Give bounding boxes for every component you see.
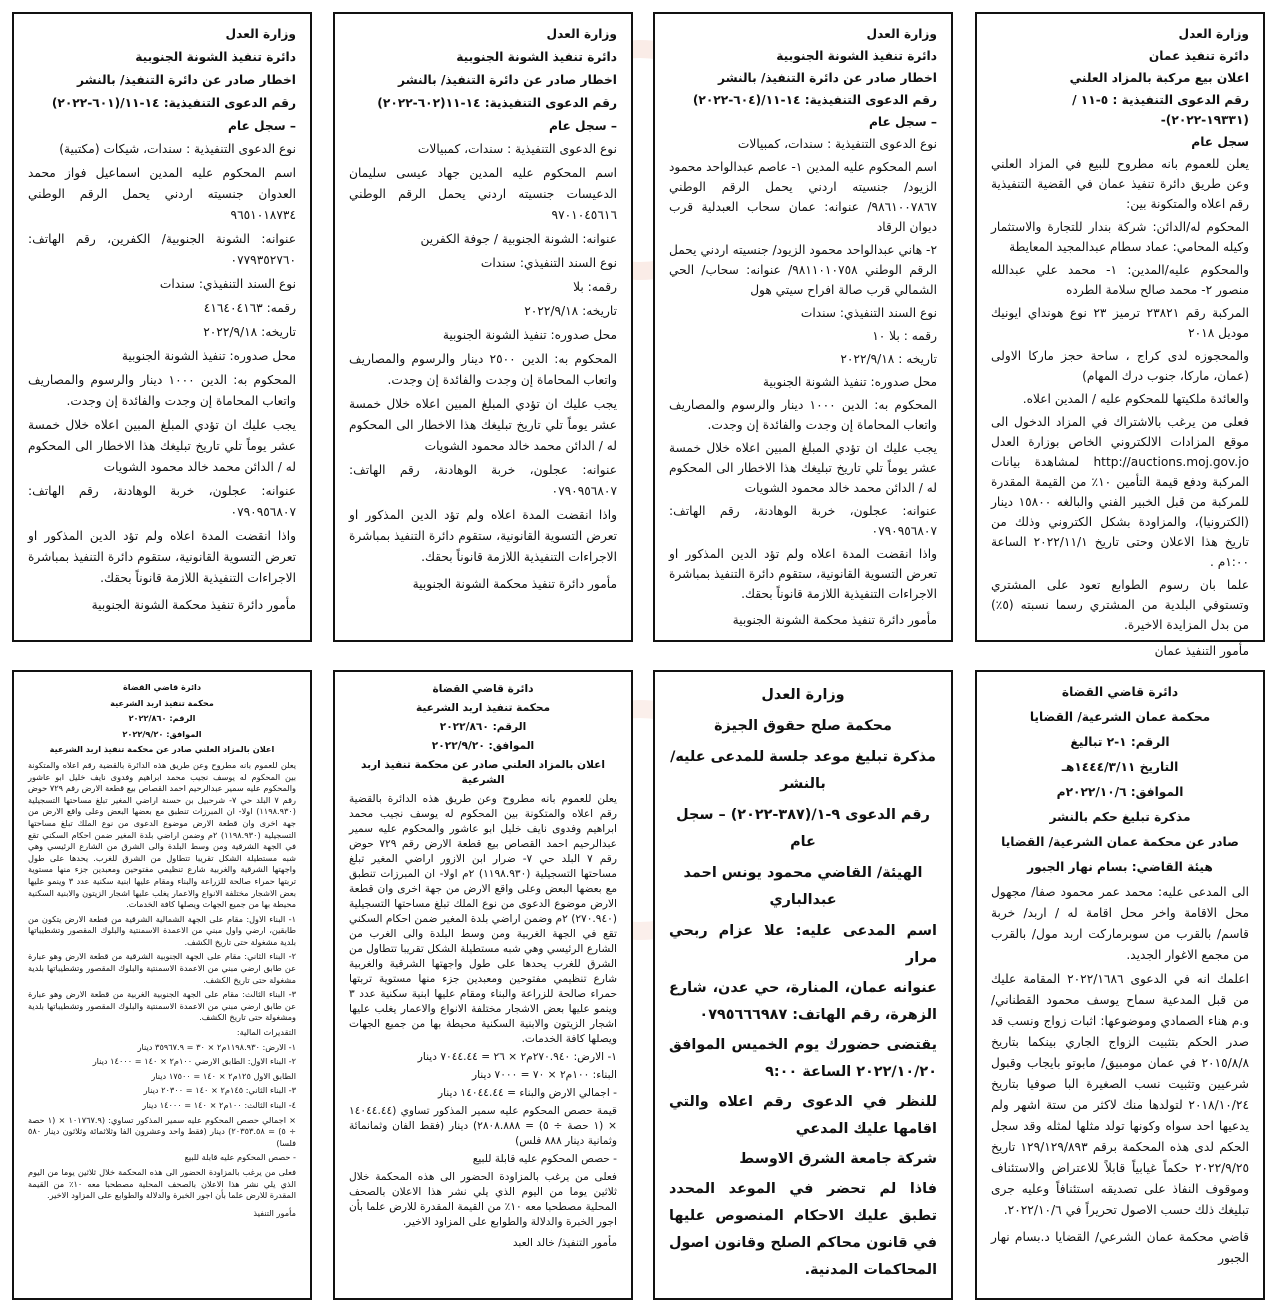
notice-paragraph: التقديرات المالية:	[236, 1027, 296, 1038]
notice-header-line: وزارة العدل	[546, 27, 617, 41]
notice-header-line: رقم الدعوى التنفيذية: ١٤-١١/(٦٠٤-٢٠٢٢)	[692, 93, 937, 107]
notice-paragraph: ٢- البناء الثاني: مقام على الجهة الجنوبية الشرقية من قطعة الارض وهو عبارة عن طابق ارضي مبني من الاعمدة الاسمنتية والبلوك المقصور وتشطيباتها بلدية مشغولة حتى تاريخ الكشف.	[28, 951, 296, 985]
notice-header-line: مذكرة تبليغ موعد جلسة للمدعى عليه/ بالنشر	[670, 749, 936, 792]
notice-paragraph: واذا انقضت المدة اعلاه ولم تؤد الدين المذكور او تعرض التسوية القانونية، ستقوم دائرة التنفيذ بمباشرة الاجراءات التنفيذية اللازمة قانوناً بحقك.	[669, 547, 937, 601]
notice-header-line: صادر عن محكمة عمان الشرعية/ القضايا	[1001, 835, 1239, 849]
notice-header-line: اعلان بيع مركبة بالمزاد العلني	[1069, 71, 1249, 85]
notice-auction-amman	[975, 12, 1265, 658]
notice-paragraph: اعلمك انه في الدعوى ٢٠٢٢/١٦٨٦ المقامة عليك من قبل المدعية سماح يوسف محمود القطناني/ و.م هناء الصمادي وموضوعها: اثبات زواج ونسب قد صدر الحكم بتثبيت الزواج الجاري بينكما بتاريخ ٢٠١٥/٨/٨ في عمان مومبيق/ مابوتو بايجاب وقبول شرعيين وتثبيت نسب الصغيرة البا صوفيا بتاريخ ٢٠١٨/١٠/٢٤ لتولدها منك لاكثر من ستة اشهر ولم يدعيها احد سواه وكونها تولد مثلها لمثله وقد سجل الحكم لدى هذه المحكمة برقم ١٢٩/١٢٩/٨٩٣ تاريخ ٢٠٢٢/٩/٢٥ حكماً غيابياً قابلاً للاعتراض والاستئناف وموقوف النفاذ على تصديقه استئنافاً وعليه جرى تبليغك ذلك حسب الاصول تحريراً في ٢٠٢٢/١٠/٦.	[991, 972, 1249, 1217]
notice-header-line: دائرة تنفيذ عمان	[1148, 49, 1249, 63]
notice-header-line: الهيئة/ القاضي محمود يونس احمد عبدالباري	[683, 865, 923, 908]
notice-header-line: اخطار صادر عن دائرة التنفيذ/ بالنشر	[398, 73, 617, 87]
notice-paragraph: ١- الارض: ٢٧٠.٩٤٠م٢ × ٢٦ = ٧٠٤٤.٤٤ دينار	[417, 1051, 617, 1063]
notice-paragraph: يجب عليك ان تؤدي المبلغ المبين اعلاه خلال خمسة عشر يوماً تلي تاريخ تبليغك هذا الاخطار الى المحكوم له / الدائن محمد خالد محمود الشويات	[669, 441, 937, 495]
notice-paragraph: فعلى من يرغب بالمزاودة الحضور الى هذه المحكمة خلال ثلاثين يوما من اليوم الذي يلي نشر هذا الاعلان بالصحف المحلية مصطحبا معه ١٠٪ من القيمة المقدرة للارض علما بأن اجور الخبرة والدلالة والطوابع على المزاود الاخير.	[28, 1166, 296, 1201]
notice-paragraph: المحكوم به: الدين ١٠٠٠ دينار والرسوم والمصاريف واتعاب المحاماة إن وجدت والفائدة إن وجدت.	[28, 373, 296, 408]
notice-execution-602	[333, 12, 633, 642]
notice-paragraph: - حصص المحكوم عليه قابلة للبيع	[472, 1153, 617, 1165]
notice-header-line: الرقم: ٢٠٢٢/٨٦٠	[128, 713, 196, 724]
notice-paragraph: واذا انقضت المدة اعلاه ولم تؤد الدين المذكور او تعرض التسوية القانونية، ستقوم دائرة التنفيذ بمباشرة الاجراءات التنفيذية اللازمة قانوناً بحقك.	[349, 508, 617, 564]
notice-paragraph: نوع الدعوى التنفيذية : سندات، شيكات (مكتبية)	[59, 142, 296, 156]
notice-header-line: وزارة العدل	[225, 27, 296, 41]
notice-paragraph: الطابق الاول ١٢٥م٢ × ١٤٠ = ١٧٥٠٠ دينار	[151, 1070, 296, 1081]
notice-header-line: الموافق: ٢٠٢٢/٩/٢٠	[122, 728, 202, 739]
notice-paragraph: عنوانه: عجلون، خربة الوهادنة، رقم الهاتف: ٠٧٩٠٩٥٦٨٠٧	[349, 463, 617, 498]
notice-irbid-auction-large	[333, 670, 633, 1300]
notice-paragraph: × اجمالي حصص المحكوم عليه سمير المذكور تساوي: (١٠١٧٦٧.٩ × (١ حصة ÷ ٥) = ٢٠٣٥٣.٥٨) دينار (فقط واحد وعشرون الفا وثلاثمائة وثلاثون دينار ٥٨٠ فلسا)	[28, 1114, 296, 1148]
notice-paragraph: اسم المحكوم عليه المدين جهاد عيسى سليمان الدعيسات جنسيته اردني يحمل الرقم الوطني ٩٧٠١٠٤٥٦١٦	[349, 166, 617, 222]
notice-paragraph: نوع الدعوى التنفيذية : سندات، كمبيالات	[417, 142, 617, 156]
notice-irbid-auction-small	[12, 670, 312, 1300]
notice-header-line: – سجل عام	[227, 119, 296, 133]
notice-signature: قاضي محكمة عمان الشرعي/ القضايا د.بسام نهار الجبور	[991, 1230, 1249, 1265]
notice-paragraph: يقتضى حضورك يوم الخميس الموافق ٢٠٢٢/١٠/٢٠ الساعة ٩:٠٠	[669, 1037, 937, 1080]
notice-paragraph: فعلى من يرغب بالمزاودة الحضور الى هذه المحكمة خلال ثلاثين يوما من اليوم الذي يلي نشر هذا الاعلان بالصحف المحلية مصطحبا معه ١٠٪ من القيمة المقدرة للارض علما بأن اجور الخبرة والدلالة والطوابع على المزاود الاخير.	[349, 1171, 617, 1228]
notice-paragraph: البناء: ١٠٠م٢ × ٧٠ = ٧٠٠٠ دينار	[471, 1069, 617, 1081]
notice-header-line: هيئة القاضي: بسام نهار الجبور	[1027, 860, 1213, 874]
notice-execution-604	[653, 12, 953, 642]
notice-paragraph: رقمه : بلا ١٠	[872, 329, 937, 343]
notice-paragraph: عنوانه: عجلون، خربة الوهادنة، رقم الهاتف: ٠٧٩٠٩٥٦٨٠٧	[669, 504, 937, 538]
notice-paragraph: نوع السند التنفيذي: سندات	[159, 277, 296, 291]
notice-header-line: الموافق: ٢٠٢٢/٩/٢٠	[431, 740, 535, 752]
notice-paragraph: يجب عليك ان تؤدي المبلغ المبين اعلاه خلال خمسة عشر يوماً تلي تاريخ تبليغك هذا الاخطار الى المحكوم له / الدائن محمد خالد محمود الشويات	[349, 397, 617, 453]
notice-execution-601	[12, 12, 312, 642]
notice-header-line: وزارة العدل	[1178, 27, 1249, 41]
notice-paragraph: المحكوم به: الدين ٢٥٠٠ دينار والرسوم والمصاريف واتعاب المحاماة إن وجدت والفائدة إن وجدت.	[349, 352, 617, 387]
notice-paragraph: محل صدوره: تنفيذ الشونة الجنوبية	[442, 328, 617, 342]
notice-header-line: دائرة تنفيذ الشونة الجنوبية	[135, 50, 296, 64]
notice-paragraph: رقمه: بلا	[573, 280, 617, 294]
notice-header-line: التاريخ ١٤٤٤/٣/١١هـ	[1061, 760, 1179, 774]
notice-paragraph: عنوانه عمان، المنارة، حي عدن، شارع الزهرة، رقم الهاتف: ٠٧٩٥٦٦٦٩٨٧	[669, 980, 937, 1023]
notice-paragraph: ٣- البناء الثاني: ١٤٥م٢ × ١٤٠ = ٢٠٣٠٠ دينار	[143, 1085, 296, 1096]
notice-header-line: الرقم: ١-٢ تباليغ	[1070, 735, 1170, 749]
notice-paragraph: واذا انقضت المدة اعلاه ولم تؤد الدين المذكور او تعرض التسوية القانونية، ستقوم دائرة التنفيذ بمباشرة الاجراءات التنفيذية اللازمة قانوناً بحقك.	[28, 529, 296, 585]
notice-header-line: دائرة تنفيذ الشونة الجنوبية	[776, 49, 937, 63]
notice-header-line: مذكرة تبليغ حكم بالنشر	[1049, 810, 1191, 824]
notice-paragraph: - حصص المحكوم عليه قابلة للبيع	[184, 1152, 296, 1163]
notice-paragraph: نوع الدعوى التنفيذية : سندات، كمبيالات	[737, 137, 937, 151]
notice-paragraph: ٤- البناء الثالث: ١٠٠م٢ × ١٤٠ = ١٤٠٠٠ دينار	[142, 1100, 296, 1110]
notice-paragraph: ٢- البناء الاول: الطابق الارضي ١٠٠م٢ × ١٤٠ = ١٤٠٠٠ دينار	[92, 1056, 296, 1067]
notice-header-line: اخطار صادر عن دائرة التنفيذ/ بالنشر	[718, 71, 937, 85]
notice-signature: مأمور التنفيذ	[253, 1207, 296, 1218]
notice-paragraph: اسم المحكوم عليه المدين ١- عاصم عبدالواحد محمود الزيود/ جنسيته اردني يحمل الرقم الوطني ٩٨٦١٠٠٧٨٦٧/ عنوانه: عمان سحاب العبدلية قرب ديوان الرقاد	[669, 160, 937, 234]
notice-header-line: اعلان بالمزاد العلني صادر عن محكمة تنفيذ اربد الشرعية	[360, 759, 606, 786]
notice-header-line: الموافق: ٢٠٢٢/١٠/٦م	[1056, 785, 1184, 799]
notice-paragraph: عنوانه: الشونة الجنوبية / جوفة الكفرين	[420, 232, 617, 246]
notice-paragraph: المحكوم به: الدين ١٠٠٠ دينار والرسوم والمصاريف واتعاب المحاماة إن وجدت والفائدة إن وجدت.	[669, 398, 937, 432]
notice-paragraph: والمحكوم عليه/المدين: ١- محمد علي عبدالله منصور ٢- محمد صالح سلامة الطرده	[991, 263, 1249, 297]
notice-header-line: اعلان بالمزاد العلني صادر عن محكمة تنفيذ اربد الشرعية	[49, 744, 275, 755]
notice-paragraph: يعلن للعموم بانه مطروح للبيع في المزاد العلني وعن طريق دائرة تنفيذ عمان في القضية التنفيذية رقم اعلاه والمتكونة بين:	[991, 157, 1249, 211]
notice-header-line: وزارة العدل	[761, 687, 845, 703]
notice-paragraph: المركبة رقم ٢٣٨٢١ ترميز ٢٣ نوع هونداي ايونيك موديل ٢٠١٨	[991, 306, 1249, 340]
notice-paragraph: اسم المحكوم عليه المدين اسماعيل فواز محمد العدوان جنسيته اردني يحمل الرقم الوطني ٩٦٥١٠١٨٧٣٤	[28, 166, 296, 222]
notice-header-line: محكمة تنفيذ اربد الشرعية	[110, 697, 214, 708]
notice-paragraph: ٢- هاني عبدالواحد محمود الزيود/ جنسيته اردني يحمل الرقم الوطني ٩٨١١٠١٠٧٥٨/ عنوانه: سحاب/ الحي الشمالي قرب صالة افراح سيتي هول	[669, 243, 937, 297]
notice-paragraph: فعلى من يرغب بالاشتراك في المزاد الدخول الى موقع المزادات الالكتروني الخاص بوزارة العدل http://auctions.moj.gov.jo لمشاهدة بيانات المركبة ودفع قيمة التأمين ١٠٪ من القيمة المقدرة للمركبة من قبل الخبير الفني والبالغه ١٥٨٠٠ دينار (الكترونيا)، والمزاودة بشكل الكتروني وذلك من تاريخ هذا الاعلان وحتى تاريخ ٢٠٢٢/١١/١ الساعة ١:٠٠م .	[991, 415, 1249, 569]
notice-paragraph: تاريخه: ٢٠٢٢/٩/١٨	[524, 304, 617, 318]
notice-header-line: رقم الدعوى التنفيذية : ٥-١١ / (١٩٣٣١-٢٠٢٢)-	[1072, 93, 1249, 127]
notice-header-line: رقم الدعوى التنفيذية: ١٤-١١(٦٠٢-٢٠٢٢)	[377, 96, 617, 110]
notice-header-line: – سجل عام	[868, 115, 937, 129]
notice-header-line: محكمة صلح حقوق الجيزة	[714, 718, 892, 734]
notice-paragraph: عنوانه: عجلون، خربة الوهادنة، رقم الهاتف: ٠٧٩٠٩٥٦٨٠٧	[28, 484, 296, 519]
notice-header-line: – سجل عام	[548, 119, 617, 133]
notice-paragraph: نوع السند التنفيذي: سندات	[480, 256, 617, 270]
notice-header-line: محكمة عمان الشرعية/ القضايا	[1029, 710, 1211, 724]
notice-paragraph: يجب عليك ان تؤدي المبلغ المبين اعلاه خلال خمسة عشر يوماً تلي تاريخ تبليغك هذا الاخطار الى المحكوم له / الدائن محمد خالد محمود الشويات	[28, 418, 296, 474]
notice-paragraph: ١- البناء الاول: مقام على الجهة الشمالية الشرقية من قطعة الارض يتكون من طابقين، ارضي واول مبني من الاعمدة الاسمنتية والبلوك المقصور وتشطيباتها بلدية مشغولة حتى تاريخ الكشف.	[28, 913, 296, 947]
notice-signature: مأمور دائرة تنفيذ محكمة الشونة الجنوبية	[91, 598, 296, 612]
notice-header-line: دائرة قاضي القضاة	[1061, 685, 1179, 699]
notice-paragraph: شركة جامعة الشرق الاوسط	[739, 1151, 937, 1167]
notice-header-line: محكمة تنفيذ اربد الشرعية	[415, 702, 551, 714]
notice-paragraph: علما بان رسوم الطوابع تعود على المشتري وتستوفي البلدية من المشتري رسما نسبته (٥٪) من بدل المزايدة الاخيرة.	[991, 578, 1249, 632]
notice-paragraph: والمحجوزه لدى كراج ، ساحة حجز ماركا الاولى (عمان، ماركا، جنوب درك المهام)	[991, 349, 1249, 383]
notice-header-line: رقم الدعوى ٩-١/(٣٨٧-٢٠٢٢) – سجل عام	[676, 807, 930, 850]
notice-paragraph: المحكوم له/الدائن: شركة بندار للتجارة والاستثمار وكيله المحامي: عماد سطام عبدالمجيد المعايطة	[991, 220, 1249, 254]
notice-paragraph: نوع السند التنفيذي: سندات	[800, 306, 937, 320]
notice-header-line: دائرة تنفيذ الشونة الجنوبية	[456, 50, 617, 64]
notice-paragraph: للنظر في الدعوى رقم اعلاه والتي اقامها عليك المدعي	[669, 1094, 937, 1137]
notice-header-line: اخطار صادر عن دائرة التنفيذ/ بالنشر	[77, 73, 296, 87]
notice-paragraph: رقمه: ٤١٦٤٠٤١٦٣	[203, 301, 296, 315]
notice-paragraph: فاذا لم تحضر في الموعد المحدد تطبق عليك الاحكام المنصوص عليها في قانون محاكم الصلح وقانون اصول المحاكمات المدنية.	[669, 1181, 937, 1278]
notice-paragraph: ٣- البناء الثالث: مقام على الجهة الجنوبية الغربية من قطعة الارض وهو عبارة عن طابق ارضي مبني من الاعمدة الاسمنتية والبلوك المقصور وتشطيباتها بلدية ومشغولة حتى تاريخ الكشف.	[28, 989, 296, 1023]
notice-paragraph: ١- الارض: ١١٩٨.٩٣٠م٢ × ٣٠ = ٣٥٩٦٧.٩ دينار	[137, 1041, 296, 1052]
notice-paragraph: عنوانه: الشونة الجنوبية/ الكفرين، رقم الهاتف: ٠٧٧٩٣٥٢٧٦٠	[28, 232, 296, 267]
notice-paragraph: والعائدة ملكيتها للمحكوم عليه / المدين اعلاه.	[1022, 392, 1249, 406]
notice-header-line: دائرة قاضي القضاة	[122, 682, 202, 692]
notice-header-line: رقم الدعوى التنفيذية: ١٤-١١/(٦٠١-٢٠٢٢)	[51, 96, 296, 110]
notice-paragraph: قيمة حصص المحكوم عليه سمير المذكور تساوي (١٤٠٤٤.٤٤ × (١ حصة ÷ ٥) = ٢٨٠٨.٨٨٨) دينار (فقط الفان وثمانمائة وثمانية دينار ٨٨٨ فلس)	[349, 1105, 617, 1147]
notice-paragraph: يعلن للعموم بانه مطروح وعن طريق هذه الدائرة بالقضية رقم اعلاه والمتكونة بين المحكوم له يوسف نجيب محمد ابراهيم وفدوى نايف خليل ابو عاشور والمحكوم عليه سمير عبدالرحيم احمد القصاص بيع قطعة الارض رقم ٧٢٩ حوض رقم ٧ البلد حي ٧- ضرار ابن الازور اراضي المغير تبلغ مساحتها التسجيلية (١١٩٨.٩٣٠) ٢م اولا- ان المبرزات تنطبق مع بعضها البعض وعلى واقع الارض من جهة اخرى وان قطعة الارض موضوع الدعوى من نوع الملك تبلغ مساحتها التسجيلية (٢٧٠.٩٤٠) ٢م وضمن اراضي بلدة المغير ضمن احكام السكني تقع في الجهة الغربية ومن وسط البلدة والى الغرب من الشارع الرئيسي وهي شبه مستطيلة الشكل تقريبا تتطاول من الشرق للغرب يحدها على طول واجهتها الشرقية والغربية شارع تنظيمي مفتوحين ومعبدين جزء منها مستوية تربتها حمراء صالحة للزراعة والبناء ومقام عليها ابنية سكنية عدد ٣ وينمو عليها بعض الاشجار مختلفة الانواع والاعمار يغلب عليها اشجار الزيتون والابنية السكنية محيطة بها من جميع الجهات ويصلها كافة الخدمات.	[349, 793, 618, 1045]
notice-paragraph: يعلن للعموم بانه مطروح وعن طريق هذه الدائرة بالقضية رقم اعلاه والمتكونة بين المحكوم له يوسف نجيب محمد ابراهيم وفدوى نايف خليل ابو عاشور والمحكوم عليه سمير عبدالرحيم احمد القصاص بيع قطعة الارض رقم ٧٢٩ حوض رقم ٧ البلد حي ٧- شرحبيل بن حسنة اراضي المغير تبلغ مساحتها التسجيلية (١١٩٨.٩٣٠) اولا- ان المبرزات تنطبق مع بعضها البعض وعلى واقع الارض من جهة اخرى وان قطعة الارض موضوع الدعوى من نوع الملك تبلغ مساحتها التسجيلية (١١٩٨.٩٣٠) ٢م وضمن اراضي بلدة المغير ضمن احكام السكني تقع في الجهة الشرقية ومن وسط البلدة والى الشرق من الشارع الرئيسي وهي شبه مستطيلة الشكل تقريبا تتطاول من الشرق للغرب. يحدها على طول واجهتها الشرقية والغربية شارع تنظيمي مفتوحين ومعبدين جزء منها مستوية تربتها حمراء صالحة للزراعة والبناء ومقام عليها ابنية سكنية عدد ٣ وينمو عليها بعض الاشجار مختلفة الانواع والاعمار يغلب عليها اشجار الزيتون والابنية السكنية محيطة بها من جميع الجهات ويصلها كافة الخدمات.	[28, 759, 297, 910]
notice-paragraph: اسم المدعى عليه: علا عزام ربحي مرار	[669, 923, 937, 966]
notice-signature: مأمور التنفيذ/ خالد العبد	[512, 1237, 617, 1249]
notice-paragraph: تاريخه: ٢٠٢٢/٩/١٨	[203, 325, 296, 339]
notice-header-line: سجل عام	[1191, 135, 1249, 149]
notice-paragraph: الى المدعى عليه: محمد عمر محمود صفا/ مجهول محل الاقامة واخر محل اقامة له / اربد/ خربة قاسم/ بالقرب من سوبرماركت اربد مول/ بالقرب من مجمع الاغوار الجديد.	[991, 885, 1249, 962]
notice-paragraph: تاريخه : ٢٠٢٢/٩/١٨	[840, 352, 937, 366]
notice-paragraph: محل صدوره: تنفيذ الشونة الجنوبية	[121, 349, 296, 363]
notice-signature: مأمور التنفيذ عمان	[1154, 644, 1249, 658]
notice-header-line: وزارة العدل	[866, 27, 937, 41]
notice-signature: مأمور دائرة تنفيذ محكمة الشونة الجنوبية	[412, 577, 617, 591]
notice-paragraph: محل صدوره: تنفيذ الشونة الجنوبية	[762, 375, 937, 389]
notice-sharia-court-judgment	[975, 670, 1265, 1300]
notice-paragraph: - اجمالي الارض والبناء = ١٤٠٤٤.٤٤ دينار	[437, 1087, 617, 1099]
notice-header-line: الرقم: ٢٠٢٢/٨٦٠	[439, 721, 527, 733]
notice-header-line: دائرة قاضي القضاة	[432, 683, 534, 695]
notice-signature: مأمور دائرة تنفيذ محكمة الشونة الجنوبية	[732, 613, 937, 627]
notice-peace-court-hearing	[653, 670, 953, 1300]
